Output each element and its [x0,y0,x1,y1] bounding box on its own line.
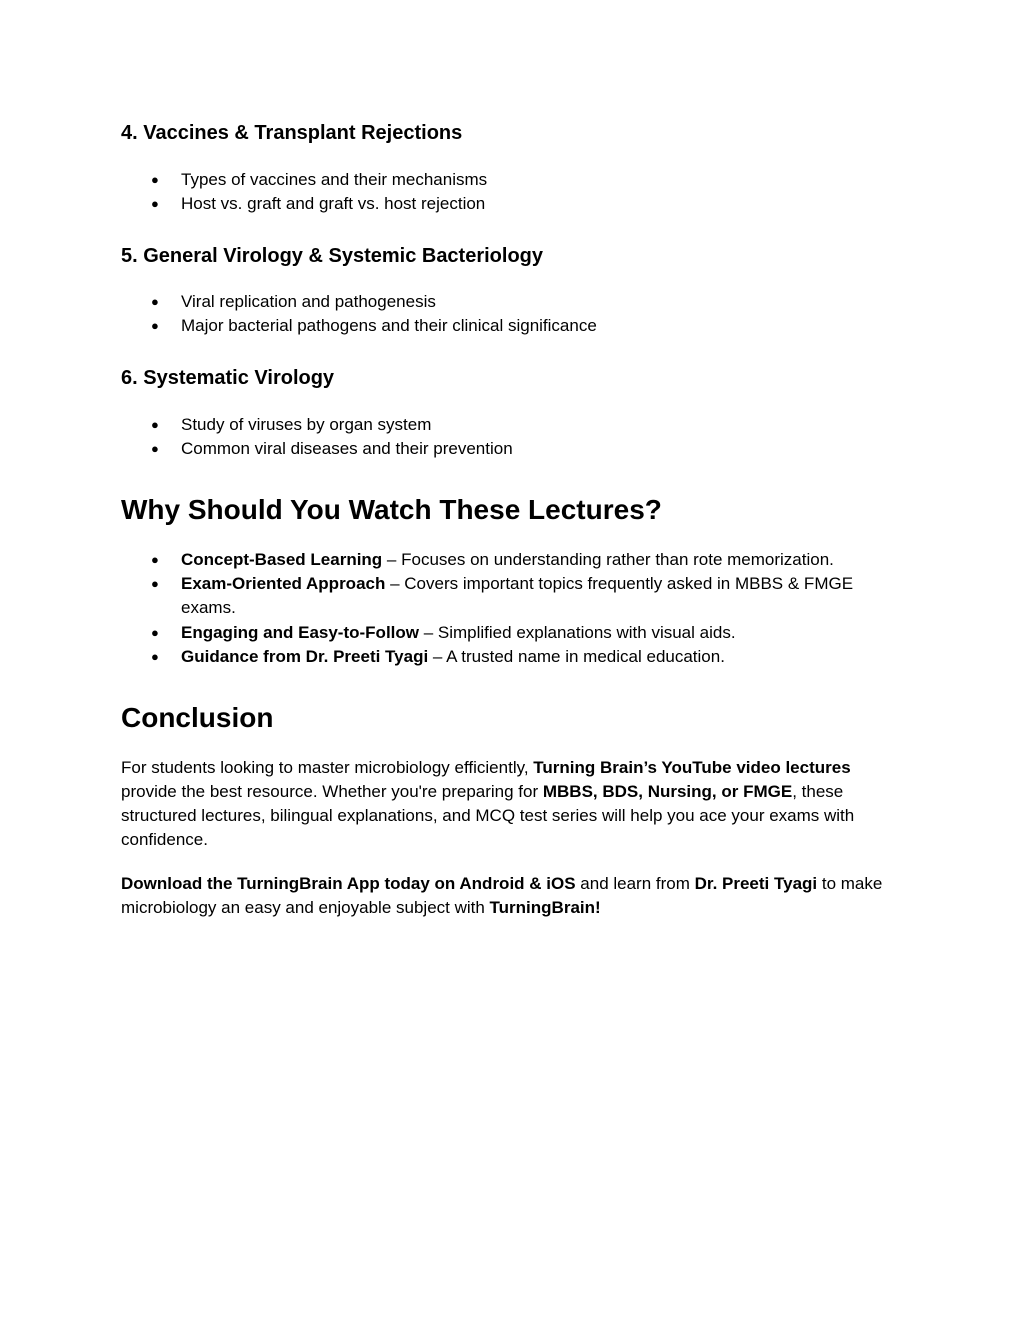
bullet-icon: ● [151,172,159,187]
why-watch-list [121,548,891,669]
list-item: ● Engaging and Easy-to-Follow – Simplified explanations with visual aids. [121,621,891,645]
download-paragraph: Download the TurningBrain App today on Android & iOS and learn from Dr. Preeti Tyagi to make microbiology an easy and enjoyable subject with TurningBrain! [121,874,883,917]
bullet-icon: ● [151,196,159,211]
list-item: ● Exam-Oriented Approach – Covers important topics frequently asked in MBBS & FMGE exams. [151,574,854,617]
bullet-icon: ● [151,649,159,664]
section-heading-systematic-virology: 6. Systematic Virology [121,367,335,389]
section-heading-virology-bacteriology: 5. General Virology & Systemic Bacteriology [121,245,544,267]
section-heading-vaccines: 4. Vaccines & Transplant Rejections [121,122,463,144]
list-item: ● Major bacterial pathogens and their clinical significance [121,314,891,338]
bullet-list-virology-bacteriology [121,290,891,338]
why-watch-heading: Why Should You Watch These Lectures? [121,494,662,525]
bullet-icon: ● [151,441,159,456]
bullet-icon: ● [151,625,159,640]
bullet-list-systematic-virology [121,413,891,461]
list-item: ● Viral replication and pathogenesis [121,290,891,314]
list-item: ● Common viral diseases and their prevention [121,437,891,461]
list-item: ● Concept-Based Learning – Focuses on understanding rather than rote memorization. [121,548,891,572]
list-item: ● Types of vaccines and their mechanisms [121,168,891,192]
list-item: ● Study of viruses by organ system [121,413,891,437]
bullet-list-vaccines [121,168,891,216]
bullet-icon: ● [151,294,159,309]
bullet-icon: ● [151,318,159,333]
bullet-icon: ● [151,417,159,432]
conclusion-paragraph: For students looking to master microbiology efficiently, Turning Brain’s YouTube video lectures provide the best resource. Whether you're preparing for MBBS, BDS, Nursing, or FMGE, these structured lectures, bilingual explanations, and MCQ test series will help you ace your exams with confidence. [121,758,855,849]
bullet-icon: ● [151,576,159,591]
list-item: ● Guidance from Dr. Preeti Tyagi – A trusted name in medical education. [121,645,891,669]
conclusion-heading: Conclusion [121,702,274,733]
bullet-icon: ● [151,552,159,567]
list-item: ● Host vs. graft and graft vs. host rejection [121,192,891,216]
